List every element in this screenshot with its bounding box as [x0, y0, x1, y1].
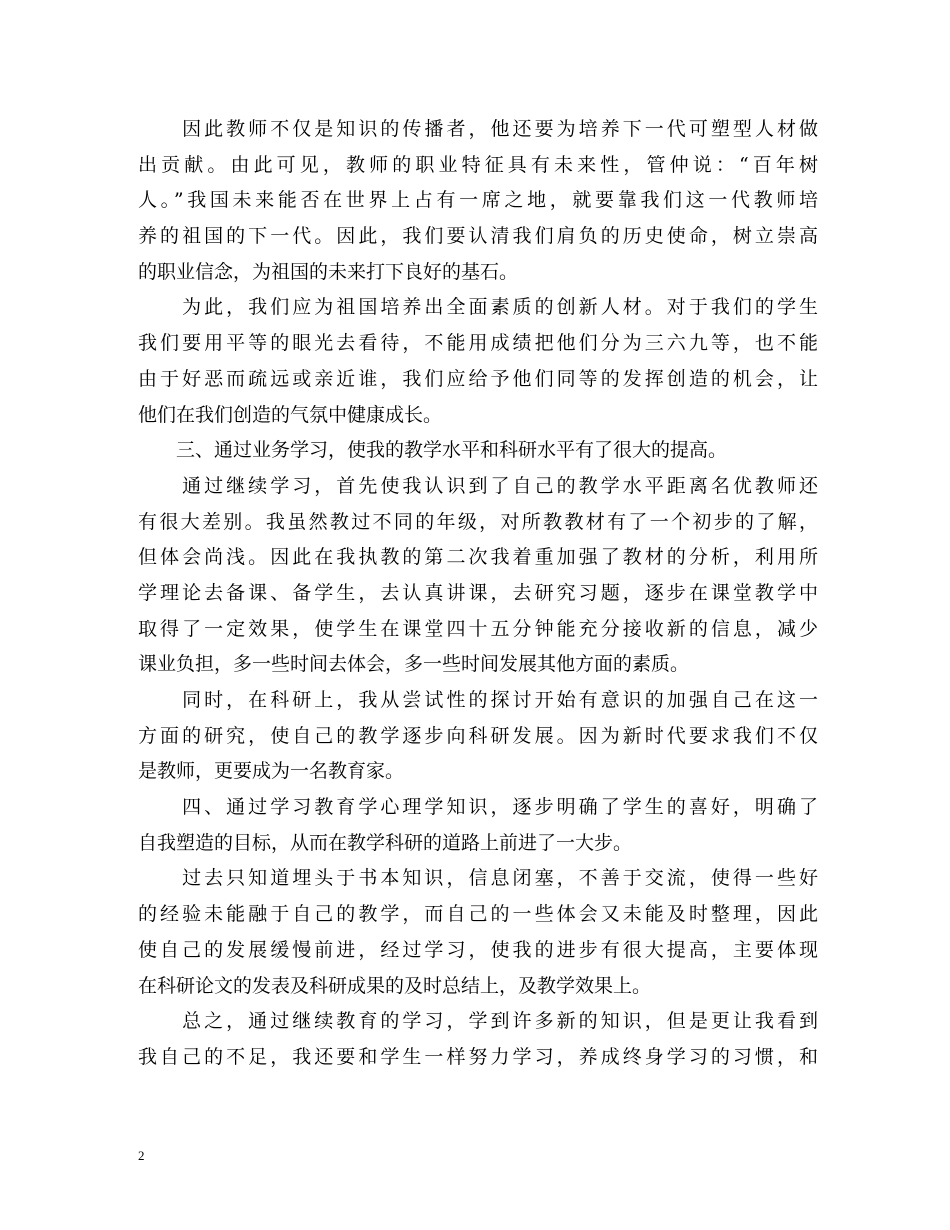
text-line: 人。”我国未来能否在世界上占有一席之地，就要靠我们这一代教师培 — [138, 189, 818, 212]
paragraph — [138, 683, 818, 790]
text-line: 养的祖国的下一代。因此，我们要认清我们肩负的历史使命，树立崇高 — [138, 225, 818, 248]
text-line: 但体会尚浅。因此在我执教的第二次我着重加强了教材的分析，利用所 — [138, 546, 818, 569]
text-line: 过去只知道埋头于书本知识，信息闭塞，不善于交流，使得一些好 — [138, 867, 818, 890]
paragraph — [138, 112, 818, 290]
paragraph — [138, 861, 818, 1004]
text-line: 四、通过学习教育学心理学知识，逐步明确了学生的喜好，明确了 — [138, 796, 818, 819]
text-line: 我自己的不足，我还要和学生一样努力学习，养成终身学习的习惯，和 — [138, 1045, 818, 1068]
paragraph — [138, 290, 818, 433]
text-line: 取得了一定效果，使学生在课堂四十五分钟能充分接收新的信息，减少 — [138, 617, 818, 640]
text-line: 的职业信念，为祖国的未来打下良好的基石。 — [138, 260, 519, 283]
text-line: 他们在我们创造的气氛中健康成长。 — [138, 403, 443, 426]
text-line: 为此，我们应为祖国培养出全面素质的创新人材。对于我们的学生 — [138, 296, 818, 319]
text-line: 使自己的发展缓慢前进，经过学习，使我的进步有很大提高，主要体现 — [138, 938, 818, 961]
text-line: 通过继续学习，首先使我认识到了自己的教学水平距离名优教师还 — [138, 474, 818, 497]
document-body — [138, 112, 818, 1076]
text-line: 方面的研究，使自己的教学逐步向科研发展。因为新时代要求我们不仅 — [138, 724, 818, 747]
text-line: 总之，通过继续教育的学习，学到许多新的知识，但是更让我看到 — [138, 1010, 818, 1033]
section-heading — [138, 433, 818, 469]
text-line: 出贡献。由此可见，教师的职业特征具有未来性，管仲说：“百年树 — [138, 153, 818, 176]
text-line: 是教师，更要成为一名教育家。 — [138, 760, 405, 783]
section-heading — [138, 790, 818, 861]
text-line: 的经验未能融于自己的教学，而自己的一些体会又未能及时整理，因此 — [138, 903, 818, 926]
paragraph — [138, 469, 818, 683]
text-line: 同时，在科研上，我从尝试性的探讨开始有意识的加强自己在这一 — [138, 689, 818, 711]
text-line: 三、通过业务学习，使我的教学水平和科研水平有了很大的提高。 — [138, 439, 728, 462]
text-line: 有很大差别。我虽然教过不同的年级，对所教教材有了一个初步的了解， — [138, 510, 818, 533]
text-line: 学理论去备课、备学生，去认真讲课，去研究习题，逐步在课堂教学中 — [138, 581, 818, 604]
text-line: 自我塑造的目标，从而在教学科研的道路上前进了一大步。 — [138, 831, 633, 854]
text-line: 课业负担，多一些时间去体会，多一些时间发展其他方面的素质。 — [138, 653, 690, 676]
text-line: 在科研论文的发表及科研成果的及时总结上，及教学效果上。 — [138, 974, 652, 997]
text-line: 由于好恶而疏远或亲近谁，我们应给予他们同等的发挥创造的机会，让 — [138, 367, 818, 390]
text-line: 因此教师不仅是知识的传播者，他还要为培养下一代可塑型人材做 — [138, 118, 818, 140]
page-number: 2 — [138, 1148, 145, 1163]
text-line: 我们要用平等的眼光去看待，不能用成绩把他们分为三六九等，也不能 — [138, 332, 818, 355]
paragraph — [138, 1004, 818, 1075]
